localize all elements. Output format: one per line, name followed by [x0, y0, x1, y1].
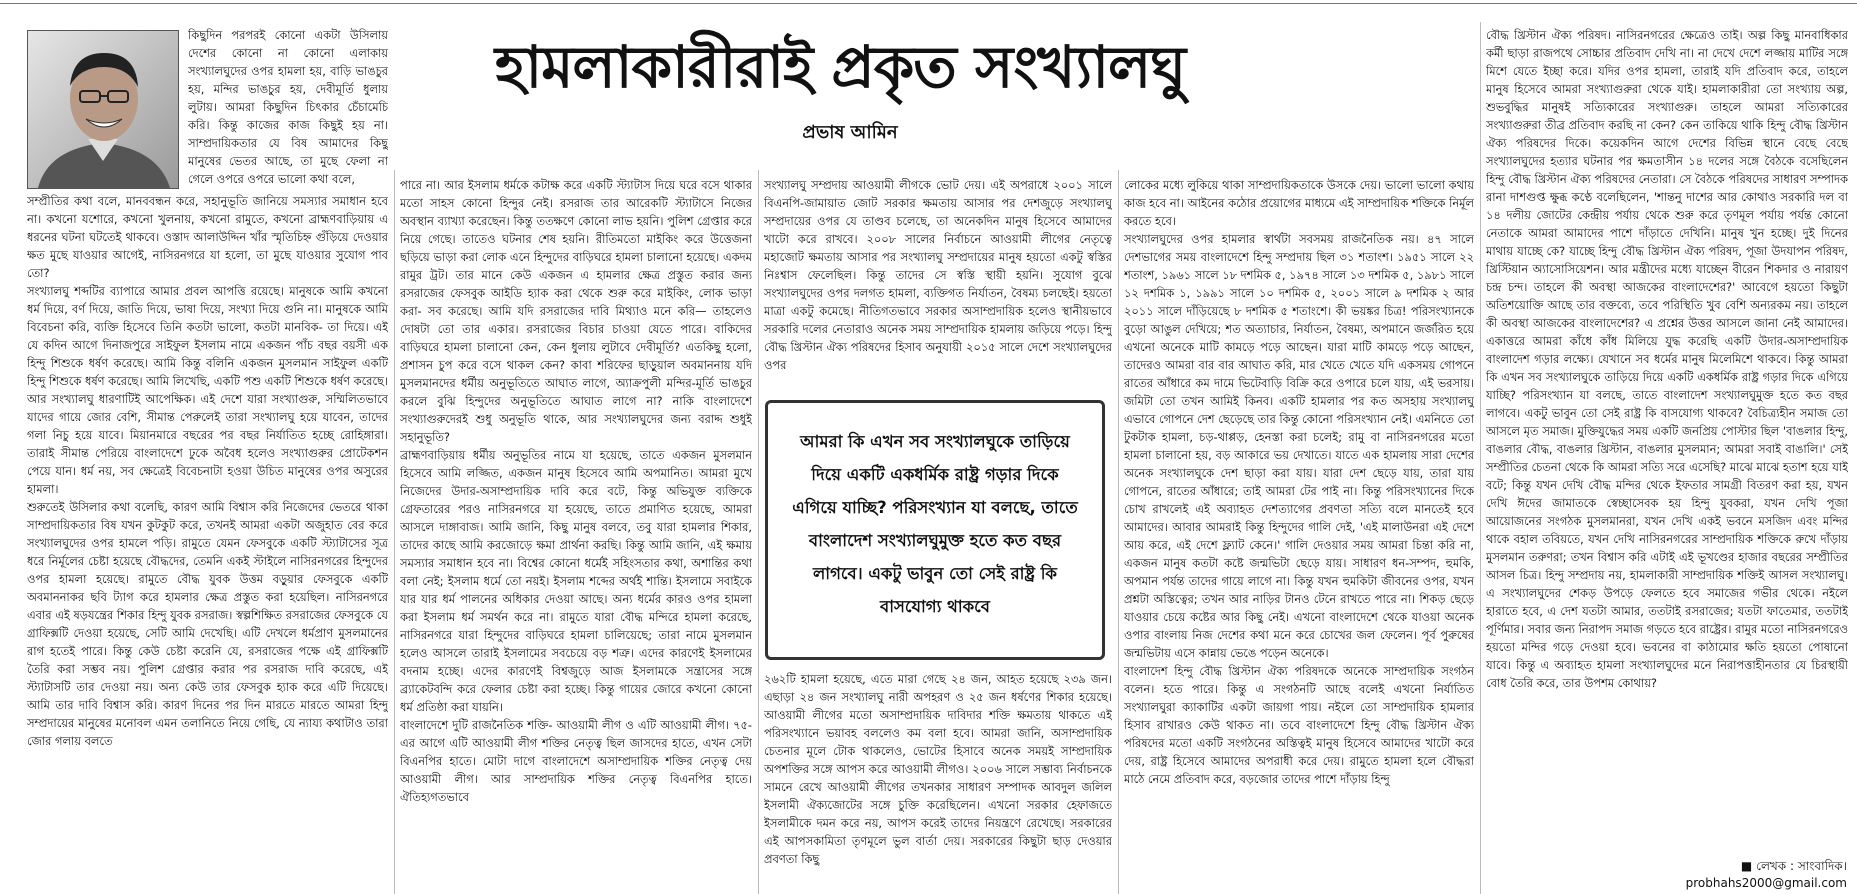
- column-4: [1124, 176, 1474, 894]
- article-body-text: লোকের মধ্যে লুকিয়ে থাকা সাম্প্রদায়িকতাকে উসকে দেয়। ভালো ভালো কথায় কাজ হবে না। আইনের কঠোর প্রয়োগের মাধ্যমে এই সাম্প্রদায়িক শক্তিকে নির্মূল করতে হবে। সংখ্যালঘুদের ওপর হামলার স্বার্থটা সবসময় রাজনৈতিক নয়। ৪৭ সালে দেশভাগের সময় বাংলাদেশে হিন্দু সম্প্রদায় ছিল ৩১ শতাংশ। ১৯৫১ সালে ২২ শতাংশ, ১৯৬১ সালে ১৮ দশমিক ৫, ১৯৭৪ সালে ১৩ দশমিক ৫, ১৯৮১ সালে ১২ দশমিক ১, ১৯৯১ সালে ১০ দশমিক ৫, ২০০১ সালে ৯ দশমিক ২ আর ২০১১ সালে দাঁড়িয়েছে ৮ দশমিক ৫ শতাংশে। কী ভয়ঙ্কর চিত্র! পরিসংখ্যানকে বুড়ো আঙুল দেখিয়ে; শত অত্যাচার, নির্যাতন, বৈষম্য, অপমানে জর্জরিত হয়ে এখনো অনেকে মাটি কামড়ে পড়ে আছেন। যারা মাটি কামড়ে পড়ে আছেন, তাদেরও আমরা বার বার আঘাত করি, মার খেতে খেতে যদি একসময় গোপনে রাতের আঁধারে কম দামে ভিটেবাড়ি বিক্রি করে ওপারে চলে যায়, এই ভরসায়। জমিটা তো তখন আমিই কিনব। একটি হামলার পর কত অসহায় সংখ্যালঘু এভাবে গোপনে দেশ ছেড়েছে তার কিন্তু কোনো পরিসংখ্যান নেই। এমনিতে তো টুকটাক হামলা, চড়-থাপ্পড়, হেনস্তা করা চলেই; রামু বা নাসিরনগরের মতো হামলা চালানো হয়, বড় আকারে ভয় দেখাতে। যাতে এক হামলায় সারা দেশের অনেক সংখ্যালঘুকে দেশ ছাড়া করা যায়। যারা দেশ ছেড়ে যায়, তারা যায় গোপনে, রাতের আঁধারে; তাই আমরা টের পাই না। কিন্তু পরিসংখ্যানের দিকে চোখ রাখলেই এই অব্যাহত দেশত্যাগের প্রবণতা সত্যি বলে মানতেই হবে আমাদের। আবার আমরাই কিন্তু হিন্দুদের গালি দেই, 'এই মালাউনরা এই দেশে আয় করে, এই দেশে ফ্ল্যাট কেনে।' গালি দেওয়ার সময় আমরা চিন্তা করি না, একজন মানুষ কতটা কষ্টে জন্মভিটা ছেড়ে যায়। সাধারণ ধন-সম্পদ, হুমকি, অপমান পর্যন্ত তাদের গায়ে লাগে না। কিন্তু যখন হুমকিটা জীবনের ওপর, যখন প্রশ্নটা অস্তিত্বের; তখন আর নাড়ির টানও টেনে রাখতে পারে না। শিকড় ছেড়ে যাওয়ার চেয়ে কষ্টের আর কিছু নেই। এখনো বাংলাদেশে থেকে যাওয়া অনেক ওপার বাংলায় নিজ দেশের কথা মনে করে চোখের জল ফেলেন। পূর্ব পুরুষের জন্মভিটায় এসে কান্নায় ভেঙে পড়েন অনেকে। বাংলাদেশ হিন্দু বৌদ্ধ খ্রিস্টান ঐক্য পরিষদকে অনেকে সাম্প্রদায়িক সংগঠন বলেন। হতে পারে। কিন্তু এ সংগঠনটি আছে বলেই এখনো নির্যাতিত সংখ্যালঘুরা ক্যাকাটির একটা জায়গা পায়। নইলে তো সাম্প্রদায়িক হামলার হিসাব রাখারও কেউ থাকত না। তবে বাংলাদেশে হিন্দু বৌদ্ধ খ্রিস্টান ঐক্য পরিষদের মতো একটি সংগঠনের অস্তিত্বই মানুষ হিসেবে আমাদের খাটো করে দেয়, রাষ্ট্র হিসেবে আমাদের অপরাধী করে দেয়। রামুতে হামলা হলে বৌদ্ধরা মাঠে নেমে প্রতিবাদ করে, বড়জোর তাদের পাশে দাঁড়ায় হিন্দু: [1124, 178, 1474, 786]
- pull-quote-text: আমরা কি এখন সব সংখ্যালঘুকে তাড়িয়ে দিয়ে একটি একধর্মিক রাষ্ট্র গড়ার দিকে এগিয়ে যাচ্ছি? পরিসংখ্যান যা বলছে, তাতে বাংলাদেশ সংখ্যালঘুমুক্ত হতে কত বছর লাগবে। একটু ভাবুন তো সেই রাষ্ট্র কি বাসযোগ্য থাকবে: [792, 432, 1078, 616]
- column-divider: [1480, 22, 1481, 894]
- author-credit: ■ লেখক : সাংবাদিক।: [1740, 859, 1847, 873]
- column-1-intro: [188, 26, 388, 190]
- author-photo: [27, 30, 179, 189]
- article-headline: হামলাকারীরাই প্রকৃত সংখ্যালঘু: [494, 33, 1186, 101]
- article-body-text: ২৬২টি হামলা হয়েছে, এতে মারা গেছে ২৪ জন, আহত হয়েছে ২৩৯ জন। এছাড়া ২৪ জন সংখ্যালঘু নারী অপহরণ ও ২৫ জন ধর্ষণের শিকার হয়েছে। আওয়ামী লীগের মতো অসাম্প্রদায়িক দাবিদার শক্তি ক্ষমতায় থাকতে এই পরিসংখ্যানে ভয়াবহ বললেও কম বলা হবে। আমরা জানি, অসাম্প্রদায়িক চেতনার মূলে টোক থাকলেও, ভোটের হিসাবে অনেক সময়ই সাম্প্রদায়িক অপশক্তির সঙ্গে আপস করে আওয়ামী লীগও। ২০০৬ সালে সম্ভাব্য নির্বাচনকে সামনে রেখে আওয়ামী লীগের তখনকার সাধারণ সম্পাদক আবদুল জলিল ইসলামী ঐক্যজোটের সঙ্গে চুক্তি করেছিলেন। এখনো সরকার হেফাজতে ইসলামীকে দমন করে নয়, আপস করেই তাদের নিয়ন্ত্রণে রেখেছে। সরকারের এই আপসকামিতা তৃণমূলে ভুল বার্তা দেয়। সরকারের কিছুটা ছাড় দেওয়ার প্রবণতা কিছু: [764, 672, 1112, 866]
- column-divider: [758, 170, 759, 894]
- top-rule: [0, 3, 1857, 4]
- article-intro-text: কিছুদিন পরপরই কোনো একটা উসিলায় দেশের কোনো না কোনো এলাকায় সংখ্যালঘুদের ওপর হামলা হয়, বাড়ি ভাঙচুর হয়, মন্দির ভাঙচুর হয়, দেবীমূর্তি ধুলায় লুটায়। আমরা কিছুদিন চিৎকার চেঁচামেচি করি। কিন্তু কাজের কাজ কিছুই হয় না। সাম্প্রদায়িকতার যে বিষ আমাদের কিছু মানুষের ভেতর আছে, তা মুছে ফেলা না গেলে ওপরে ওপরে ভালো কথা বলে,: [188, 28, 388, 186]
- author-portrait-image: [28, 31, 178, 188]
- article-body-text: পারে না। আর ইসলাম ধর্মকে কটাক্ষ করে একটি স্ট্যাটাস দিয়ে ঘরে বসে থাকার মতো সাহস কোনো হিন্দুর নেই। রসরাজ তার আরেকটি স্ট্যাটাসে নিজের অবস্থান ব্যাখ্যা করেছেন। কিন্তু ততক্ষণে কোনো লাভ হয়নি। পুলিশ গ্রেপ্তার করে নিয়ে গেছে। তাতেও ঘটনার শেষ হয়নি। রীতিমতো মাইকিং করে উত্তেজনা ছড়িয়ে ভাড়া করা লোক এনে হিন্দুদের বাড়িঘরে হামলা চালানো হয়েছে। একদম রামুর ট্রট। তার মানে কেউ একজন এ হামলার ক্ষেত্র প্রস্তুত করার জন্য রসরাজের ফেসবুক আইডি হ্যাক করা থেকে শুরু করে মাইকিং, লোক ভাড়া করা- সব করেছে। আমি যদি রসরাজের দাবি মিথ্যাও মনে করি— তাহলেও দোষটা তো তার একার। রসরাজের বিচার চাওয়া যেতে পারে। বাকিদের বাড়িঘরে হামলা চালানো কেন, কেন ধুলায় লুটাবে দেবীমূর্তি? এতকিছু হলো, প্রশাসন চুপ করে বসে থাকল কেন? কাবা শরিফের ছাড়ুয়াল অবমাননায় যদি মুসলমানদের ধর্মীয় অনুভূতিতে আঘাত লাগে, অ্যাক্রপুলী মন্দির-মূর্তি ভাঙচুর করলে বুঝি হিন্দুদের অনুভূতিতে আঘাত লাগে না? নাকি বাংলাদেশে সংখ্যাগুরুদেরই শুধু অনুভূতি থাকে, আর সংখ্যালঘুদের জন্য বরাদ্দ শুধুই সহানুভূতি? ব্রাহ্মণবাড়িয়ায় ধর্মীয় অনুভূতির নামে যা হয়েছে, তাতে একজন মুসলমান হিসেবে আমি লজ্জিত, একজন মানুষ হিসেবে আমি অপমানিত। আমরা মুখে নিজেদের উদার-অসাম্প্রদায়িক দাবি করে বটে, কিন্তু অভিযুক্ত ব্যক্তিকে গ্রেফতারের পরও নাসিরনগরে যা হয়েছে, তাতে প্রমাণিত হয়েছে, আমরা আসলে দাঙ্গাবাজ। আমি জানি, কিছু মানুষ বলবে, তবু যারা হামলার শিকার, তাদের কাছে আমি করজোড়ে ক্ষমা প্রার্থনা করছি। কিন্তু আমি জানি, এই ক্ষমায় সমস্যার সমাধান হবে না। বিশ্বের কোনো ধর্মেই সহিংসতার কথা, অশান্তির কথা বলা নেই; ইসলাম ধর্মে তো নয়ই। ইসলাম শব্দের অর্থই শান্তি। ইসলামে সবাইকে যার যার ধর্ম পালনের অধিকার দেওয়া আছে। অন্য ধর্মের কারও ওপর হামলা করা ইসলাম ধর্ম সমর্থন করে না। রামুতে যারা বৌদ্ধ মন্দিরে হামলা করেছে, নাসিরনগরে যারা হিন্দুদের বাড়িঘরে হামলা চালিয়েছে; তারা নামে মুসলমান হলেও আসলে তারাই ইসলামের সবচেয়ে বড় শত্রু। এদের কারণেই ইসলামের বদনাম হচ্ছে। এদের কারণেই বিশ্বজুড়ে আজ ইসলামকে সন্ত্রাসের সঙ্গে ব্র্যাকেটবন্দি করে ফেলার চেষ্টা করা হচ্ছে। কিন্তু গায়ের জোরে কখনো কোনো ধর্ম প্রতিষ্ঠা করা যায়নি। বাংলাদেশে দুটি রাজনৈতিক শক্তি- আওয়ামী লীগ ও এটি আওয়ামী লীগ। ৭৫-এর আগে এটি আওয়ামী লীগ শক্তির নেতৃত্ব ছিল জাসদের হাতে, এখন সেটা বিএনপির হাতে। মোটা দাগে বাংলাদেশে অসাম্প্রদায়িক শক্তির নেতৃত্ব দেয় আওয়ামী লীগ। আর সাম্প্রদায়িক শক্তির নেতৃত্ব বিএনপির হাতে। ঐতিহ্যগতভাবে: [400, 178, 752, 804]
- column-3-bottom: [764, 670, 1112, 894]
- column-2: [400, 176, 752, 894]
- column-1: [27, 192, 388, 894]
- author-email: probhahs2000@gmail.com: [1685, 876, 1847, 890]
- article-body-text: সম্প্রীতির কথা বলে, মানববন্ধন করে, সহানুভূতি জানিয়ে সমস্যার সমাধান হবে না। কখনো যশোরে, কখনো খুলনায়, কখনো রামুতে, কখনো ব্রাহ্মণবাড়িয়ায় এ ধরনের ঘটনা ঘটতেই থাকবে। ওস্তাদ আলাউদ্দিন খাঁর স্মৃতিচিহ্ন গুঁড়িয়ে দেওয়ার ক্ষত মুছে যাওয়ার আগেই, নাসিরনগরে যা হলো, তা মুছে যাওয়ার সুযোগ পাব তো? সংখ্যালঘু শব্দটির ব্যাপারে আমার প্রবল আপত্তি রয়েছে। মানুষকে আমি কখনো ধর্ম দিয়ে, বর্ণ দিয়ে, জাতি দিয়ে, ভাষা দিয়ে, সংখ্যা দিয়ে গুনি না। মানুষকে আমি বিবেচনা করি, ব্যক্তি হিসেবে তিনি কতটা ভালো, কতটা মানবিক- তা দিয়ে। এই যে কদিন আগে দিনাজপুরে সাইফুল ইসলাম নামে একজন পাঁচ বছর বয়সী এক হিন্দু শিশুকে ধর্ষণ করেছে। আমি কিন্তু বলিনি একজন মুসলমান সাইফুল একটি হিন্দু শিশুকে ধর্ষণ করেছে। আমি লিখেছি, একটি পশু একটি শিশুকে ধর্ষণ করেছে। আর সংখ্যালঘু ধারণাটিই আপেক্ষিক। এই দেশে যারা সংখ্যাগুরু, সম্মিলিতভাবে যাদের গায়ে জোর বেশি, সীমান্ত পেরুলেই তারা সংখ্যালঘু হয়ে যাবেন, তাদের গলা নিচু হয়ে যাবে। মিয়ানমারে বছরের পর বছর নির্যাতিত হচ্ছে রোহিঙ্গারা। তারাই সীমান্ত পেরিয়ে বাংলাদেশে ঢুকে অবৈধ হলেও সংখ্যাগুরুর প্রোটেকশন পেয়ে যান। ধর্ম নয়, সব ক্ষেত্রেই বিবেচনাটা হওয়া উচিত মানুষের ওপর অসুরের হামলা। শুরুতেই উসিলার কথা বলেছি, কারণ আমি বিশ্বাস করি নিজেদের ভেতরে থাকা সাম্প্রদায়িকতার বিষ যখন কুটকুট করে, তখনই আমরা একটা অজুহাত বের করে সংখ্যালঘুদের ওপর হামলে পড়ি। রামুতে যেমন ফেসবুকে একটি স্ট্যাটাসের সূত্র ধরে নির্মূলের চেষ্টা হয়েছে বৌদ্ধদের, তেমনি একই স্টাইলে নাসিরনগরের হিন্দুদের ওপর হামলা হয়েছে। রামুতে বৌদ্ধ যুবক উত্তম বড়ুয়ার ফেসবুকে একটি অবমাননাকর ছবি ট্যাগ করে হামলার ক্ষেত্র প্রস্তুত করা হয়েছিল। নাসিরনগরে এবার এই ষড়যন্ত্রের শিকার হিন্দু যুবক রসরাজ। স্বল্পশিক্ষিত রসরাজের ফেসবুকে যে গ্রাফিক্সটি দেওয়া হয়েছে, সেটি আমি দেখেছি। এটি দেখলে ধর্মপ্রাণ মুসলমানের রাগ হতেই পারে। কিন্তু কেউ চেষ্টা করেনি যে, রসরাজের পক্ষে এই গ্রাফিক্সটি তৈরি করা সম্ভব নয়। পুলিশ গ্রেপ্তার করার পর রসরাজ দাবি করেছে, এই স্ট্যাটাসটি তার দেওয়া নয়। অন্য কেউ তার ফেসবুক হ্যাক করে এটি দিয়েছে। আমি তার দাবি বিশ্বাস করি। কারণ দিনের পর দিন মারতে মারতে আমরা হিন্দু সম্প্রদায়ের মানুষের মনোবল এমন তলানিতে নিয়ে গেছি, যে ন্যায্য কথাটাও তারা জোর গলায় বলতে: [27, 194, 388, 748]
- article-byline: প্রভাষ আমিন: [802, 122, 898, 143]
- article-body-text: বৌদ্ধ খ্রিস্টান ঐক্য পরিষদ। নাসিরনগরের ক্ষেত্রেও তাই। অল্প কিছু মানবাধিকার কর্মী ছাড়া রাজপথে সোচ্চার প্রতিবাদ দেখি না। না দেখে দেশে লজ্জায় মাটির সঙ্গে মিশে যেতে ইচ্ছা করে। যদির ওপর হামলা, তারাই যদি প্রতিবাদ করে, তাহলে মানুষ হিসেবে আমরা সংখ্যাগুরুরা থেকে যাই। হামলাকারীরা তো সংখ্যায় অল্প, শুভবুদ্ধির মানুষই সত্যিকারের সংখ্যাগুরু। তাহলে আমরা সত্যিকারের সংখ্যাগুরুরা তীব্র প্রতিবাদ করছি না কেন? কেন তাকিয়ে থাকি হিন্দু বৌদ্ধ খ্রিস্টান ঐক্য পরিষদের দিকে। কয়েকদিন আগে দেশের বিভিন্ন স্থানে বেছে বেছে সংখ্যালঘুদের হত্যার ঘটনার পর ক্ষমতাসীন ১৪ দলের সঙ্গে বৈঠকে বসেছিলেন হিন্দু বৌদ্ধ খ্রিস্টান ঐক্য পরিষদের নেতারা। সে বৈঠকে পরিষদের সাধারণ সম্পাদক রানা দাশগুপ্ত ক্ষুব্ধ কণ্ঠে বলেছিলেন, 'শান্তনু দাশের আর কোথাও সরকারি দল বা ১৪ দলীয় জোটের কেন্দ্রীয় পর্যায় থেকে শুরু করে তৃণমূল পর্যায় পর্যন্ত কোনো নেতাকে আমরা আমাদের পাশে দাঁড়াতে দেখিনি। মানুষ খুন হচ্ছে। দুই দিনের মাথায় যাচ্ছে কে? যাচ্ছে হিন্দু বৌদ্ধ খ্রিস্টান ঐক্য পরিষদ, পূজা উদযাপন পরিষদ, খ্রিস্টিয়ান অ্যাসোসিয়েশন। আর মন্ত্রীদের মধ্যে যাচ্ছেন বীরেন শিকদার ও নারায়ণ চন্দ্র চন্দ। তাহলে কী অবস্থা আজকের বাংলাদেশের?' আবেগে হয়তো কিছুটা অতিশয়োক্তি আছে তার বক্তব্যে, তবে পরিস্থিতি খুব বেশি অন্যরকম নয়। তাহলে কী অবস্থা আজকের বাংলাদেশের? এ প্রশ্নের উত্তর আসলে জানা নেই আমাদের। একাত্তরে আমরা কাঁধে কাঁধ মিলিয়ে যুদ্ধ করেছি একটি উদার-অসাম্প্রদায়িক বাংলাদেশ গড়ার লক্ষ্যে। যেখানে সব ধর্মের মানুষ মিলেমিশে থাকবে। কিন্তু আমরা কি এখন সব সংখ্যালঘুকে তাড়িয়ে দিয়ে একটি একধর্মিক রাষ্ট্র গড়ার দিকে এগিয়ে যাচ্ছি? পরিসংখ্যান যা বলছে, তাতে বাংলাদেশ সংখ্যালঘুমুক্ত হতে কত বছর লাগবে। একটু ভাবুন তো সেই রাষ্ট্র কি বাসযোগ্য থাকবে? বৈচিত্র্যহীন সমাজ তো আসলে মৃত সমাজ। মুক্তিযুদ্ধের সময় একটি জনপ্রিয় পোস্টার ছিল 'বাঙলার হিন্দু, বাঙলার বৌদ্ধ, বাঙলার খ্রিস্টান, বাঙলার মুসলমান; আমরা সবাই বাঙালি।' সেই সম্প্রীতির চেতনা থেকে কি আমরা সত্যি সরে এসেছি? মাঝে মাঝে হতাশ হয়ে যাই বটে; কিন্তু যখন দেখি বৌদ্ধ মন্দির থেকে ইফতার সামগ্রী বিতরণ করা হয়, যখন দেখি ঈদের জামাতকে স্বেচ্ছাসেবক হয় হিন্দু যুবকরা, যখন দেখি পূজা আয়োজনের সংগঠক মুসলমানরা, যখন দেখি একই ভবনে মসজিদ এবং মন্দির থাকে বহাল তবিয়তে, যখন দেখি নাসিরনগরের সাম্প্রদায়িক শক্তিকে রুখে দাঁড়ায় মুসলমান তরুণরা; তখন বিশ্বাস করি এটাই এই ভূখণ্ডের হাজার বছরের সম্প্রীতির আসল চিত্র। হিন্দু সম্প্রদায় নয়, হামলাকারী সাম্প্রদায়িক শক্তিই আসল সংখ্যালঘু। এ সংখ্যালঘুদের শেকড় উপড়ে ফেলতে হবে সমাজের গভীর থেকে। নইলে হারাতে হবে, এ দেশ যতটা আমার, ততটাই রসরাজের; যতটা ফাতেমার, ততটাই পূর্ণিমার। সবার জন্য নিরাপদ সমাজ গড়তে হবে রাষ্ট্রের। রামুর মতো নাসিরনগরেও হয়তো মন্দির গড়ে দেওয়া হবে। ভবনের বা কাঠামোর ক্ষতি হয়তো পোষানো যাবে। কিন্তু এ অব্যাহত হামলা সংখ্যালঘুদের মনে নিরাপত্তাহীনতার যে চিরস্থায়ী বোধ তৈরি করে, তার উপশম কোথায়?: [1486, 28, 1848, 690]
- article-body-text: সংখ্যালঘু সম্প্রদায় আওয়ামী লীগকে ভোট দেয়। এই অপরাধে ২০০১ সালে বিএনপি-জামায়াত জোট সরকার ক্ষমতায় আসার পর দেশজুড়ে সংখ্যালঘু সম্প্রদায়ের ওপর যে তাণ্ডব চলেছে, তা অনেকদিন মানুষ হিসেবে আমাদের খাটো করে রাখবে। ২০০৮ সালের নির্বাচনে আওয়ামী লীগের নেতৃত্বে মহাজোট ক্ষমতায় আসার পর সংখ্যালঘু সম্প্রদায়ের মানুষ হয়তো একটু স্বস্তির নিঃশ্বাস ফেলেছিল। কিন্তু তাদের সে স্বস্তি স্থায়ী হয়নি। সুযোগ বুঝে সংখ্যালঘুদের ওপর দলগত হামলা, ব্যক্তিগত নির্যাতন, বৈষম্য চলছেই। হয়তো মাত্রা একটু কমেছে। নীতিগতভাবে সরকার অসাম্প্রদায়িক হলেও স্থানীয়ভাবে সরকারি দলের নেতারাও অনেক সময় সাম্প্রদায়িক হামলায় জড়িয়ে পড়ে। হিন্দু বৌদ্ধ খ্রিস্টান ঐক্য পরিষদের হিসাব অনুযায়ী ২০১৫ সালে দেশে সংখ্যালঘুদের ওপর: [764, 178, 1112, 372]
- column-3-top: [764, 176, 1112, 392]
- column-divider: [1118, 170, 1119, 894]
- column-divider: [394, 170, 395, 894]
- pull-quote-box: [765, 400, 1105, 660]
- column-5: [1486, 26, 1848, 852]
